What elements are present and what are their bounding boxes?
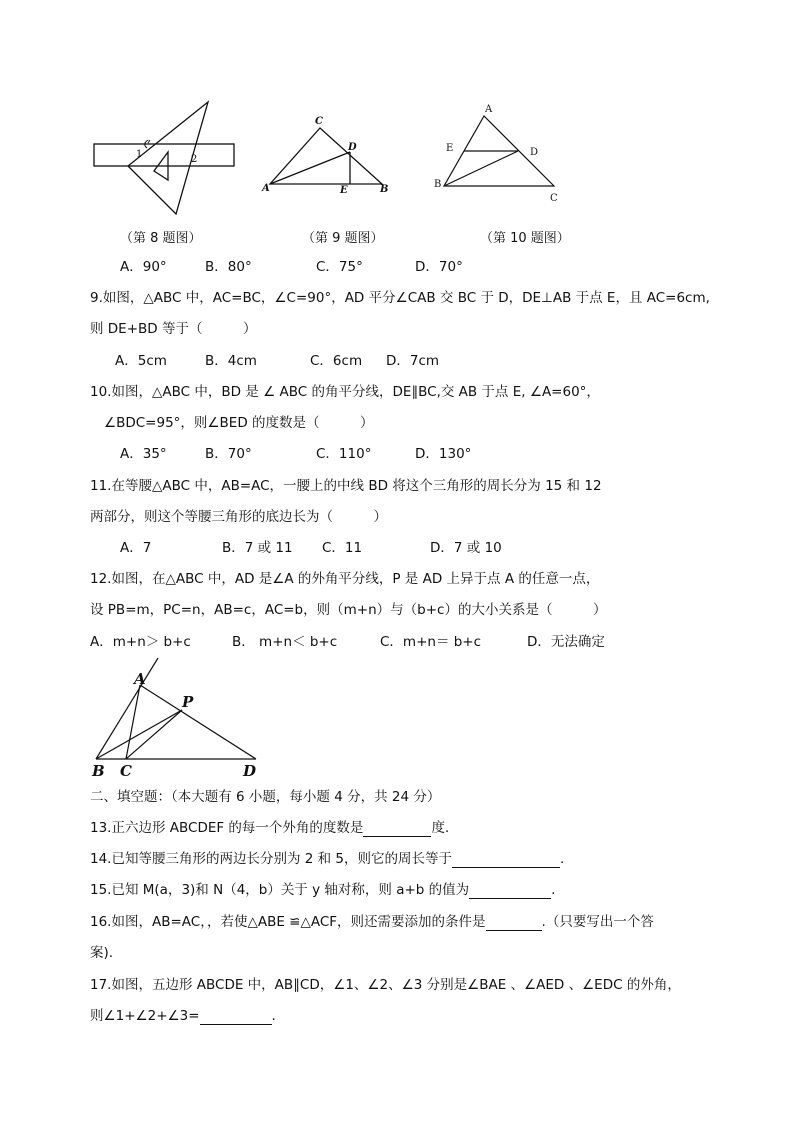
q16-line-1 (90, 913, 654, 931)
q16-suffix: .（只要写出一个答 (541, 914, 654, 930)
figure-9-label-e: E (340, 185, 348, 196)
figure-12-label-a: A (134, 670, 146, 688)
q14-text: 14.已知等腰三角形的两边长分别为 2 和 5，则它的周长等于 (90, 851, 453, 867)
q16-line-2: 案). (90, 945, 114, 961)
q9-option-b: B．4cm (205, 353, 257, 369)
figure-8-drawing (90, 96, 240, 216)
q12-option-b: B． m+n＜ b+c (232, 634, 338, 650)
q13-blank (363, 822, 431, 837)
q10-option-c: C．110° (316, 446, 372, 462)
q11-line-1: 11.在等腰△ABC 中，AB=AC，一腰上的中线 BD 将这个三角形的周长分为 15 和 12 (90, 478, 602, 494)
figure-12-label-p: P (182, 693, 194, 711)
q17-suffix: . (271, 1008, 276, 1024)
q17-line-1: 17.如图，五边形 ABCDE 中，AB∥CD，∠1、∠2、∠3 分别是∠BAE 、∠AED 、∠EDC 的外角， (90, 977, 681, 993)
q16-blank (486, 916, 542, 931)
q9-option-c: C．6cm (310, 353, 363, 369)
figure-12-drawing (88, 655, 268, 780)
figure-12-label-c: C (120, 762, 132, 780)
figure-10-label-e: E (446, 143, 454, 154)
q10-line-2: ∠BDC=95°，则∠BED 的度数是（ ） (104, 415, 374, 431)
q13-line (90, 819, 449, 837)
figure-10 (430, 98, 570, 208)
q16-text: 16.如图，AB=AC，，若使△ABE ≌△ACF，则还需要添加的条件是 (90, 914, 486, 930)
figure-8 (90, 96, 240, 216)
q10-option-d: D．130° (415, 446, 472, 462)
q13-text: 13.正六边形 ABCDEF 的每一个外角的度数是 (90, 820, 364, 836)
figure-10-caption: （第 10 题图） (480, 231, 570, 246)
figure-9-drawing (260, 112, 390, 196)
q12-option-d: D．无法确定 (527, 634, 605, 650)
q17-line-2 (90, 1007, 276, 1025)
section-2-heading: 二、填空题：（本大题有 6 小题，每小题 4 分，共 24 分） (90, 789, 441, 805)
q11-option-c: C．11 (322, 540, 363, 556)
figure-10-drawing (430, 98, 570, 208)
q10-option-a: A．35° (120, 446, 167, 462)
q13-suffix: 度. (431, 820, 450, 836)
figure-9-caption: （第 9 题图） (302, 231, 384, 246)
figure-9-label-d: D (348, 142, 357, 153)
q17-blank (200, 1010, 272, 1025)
figure-9-label-a: A (262, 183, 270, 194)
q15-blank (469, 884, 551, 899)
q15-line (90, 881, 555, 899)
q15-text: 15.已知 M(a，3)和 N（4，b）关于 y 轴对称，则 a+b 的值为 (90, 882, 470, 898)
q10-line-1: 10.如图，△ABC 中，BD 是 ∠ ABC 的角平分线，DE∥BC,交 AB 于点 E, ∠A=60°， (90, 384, 600, 400)
figure-10-label-a: A (485, 104, 493, 115)
figure-8-label-1: 1 (136, 149, 143, 160)
q11-option-b: B．7 或 11 (222, 540, 293, 556)
q10-option-b: B．70° (205, 446, 252, 462)
q12-option-c: C．m+n＝ b+c (380, 634, 482, 650)
q14-line (90, 850, 564, 868)
q8-option-d: D．70° (415, 259, 463, 275)
q11-line-2: 两部分，则这个等腰三角形的底边长为（ ） (90, 509, 387, 525)
q12-option-a: A．m+n＞ b+c (90, 634, 191, 650)
q12-line-2: 设 PB=m，PC=n，AB=c，AC=b，则（m+n）与（b+c）的大小关系是（ ） (90, 602, 607, 618)
q9-option-d: D．7cm (386, 353, 440, 369)
q9-option-a: A．5cm (115, 353, 167, 369)
figure-9-label-b: B (380, 184, 389, 195)
figure-12-label-d: D (243, 762, 257, 780)
q17-text: 则∠1+∠2+∠3= (90, 1008, 200, 1024)
q11-option-a: A．7 (120, 540, 152, 556)
q9-line-2: 则 DE+BD 等于（ ） (90, 321, 257, 337)
q8-option-a: A．90° (120, 259, 167, 275)
q11-option-d: D．7 或 10 (430, 540, 502, 556)
q14-suffix: . (560, 851, 565, 867)
figure-12-label-b: B (92, 762, 105, 780)
q8-option-b: B．80° (205, 259, 252, 275)
figure-12 (88, 655, 268, 780)
q15-suffix: . (551, 882, 556, 898)
figure-10-label-d: D (530, 147, 539, 158)
q12-line-1: 12.如图，在△ABC 中，AD 是∠A 的外角平分线，P 是 AD 上异于点 A 的任意一点， (90, 571, 600, 587)
figure-10-label-c: C (550, 193, 558, 204)
figure-8-label-2: 2 (191, 154, 198, 165)
figure-8-caption: （第 8 题图） (120, 231, 202, 246)
q9-line-1: 9.如图，△ABC 中，AC=BC，∠C=90°，AD 平分∠CAB 交 BC 于 D，DE⊥AB 于点 E，且 AC=6cm, (90, 290, 710, 306)
figure-10-label-b: B (434, 179, 442, 190)
q14-blank (452, 853, 560, 868)
figure-9-label-c: C (315, 116, 323, 127)
figure-9 (260, 112, 390, 196)
q8-option-c: C．75° (316, 259, 363, 275)
